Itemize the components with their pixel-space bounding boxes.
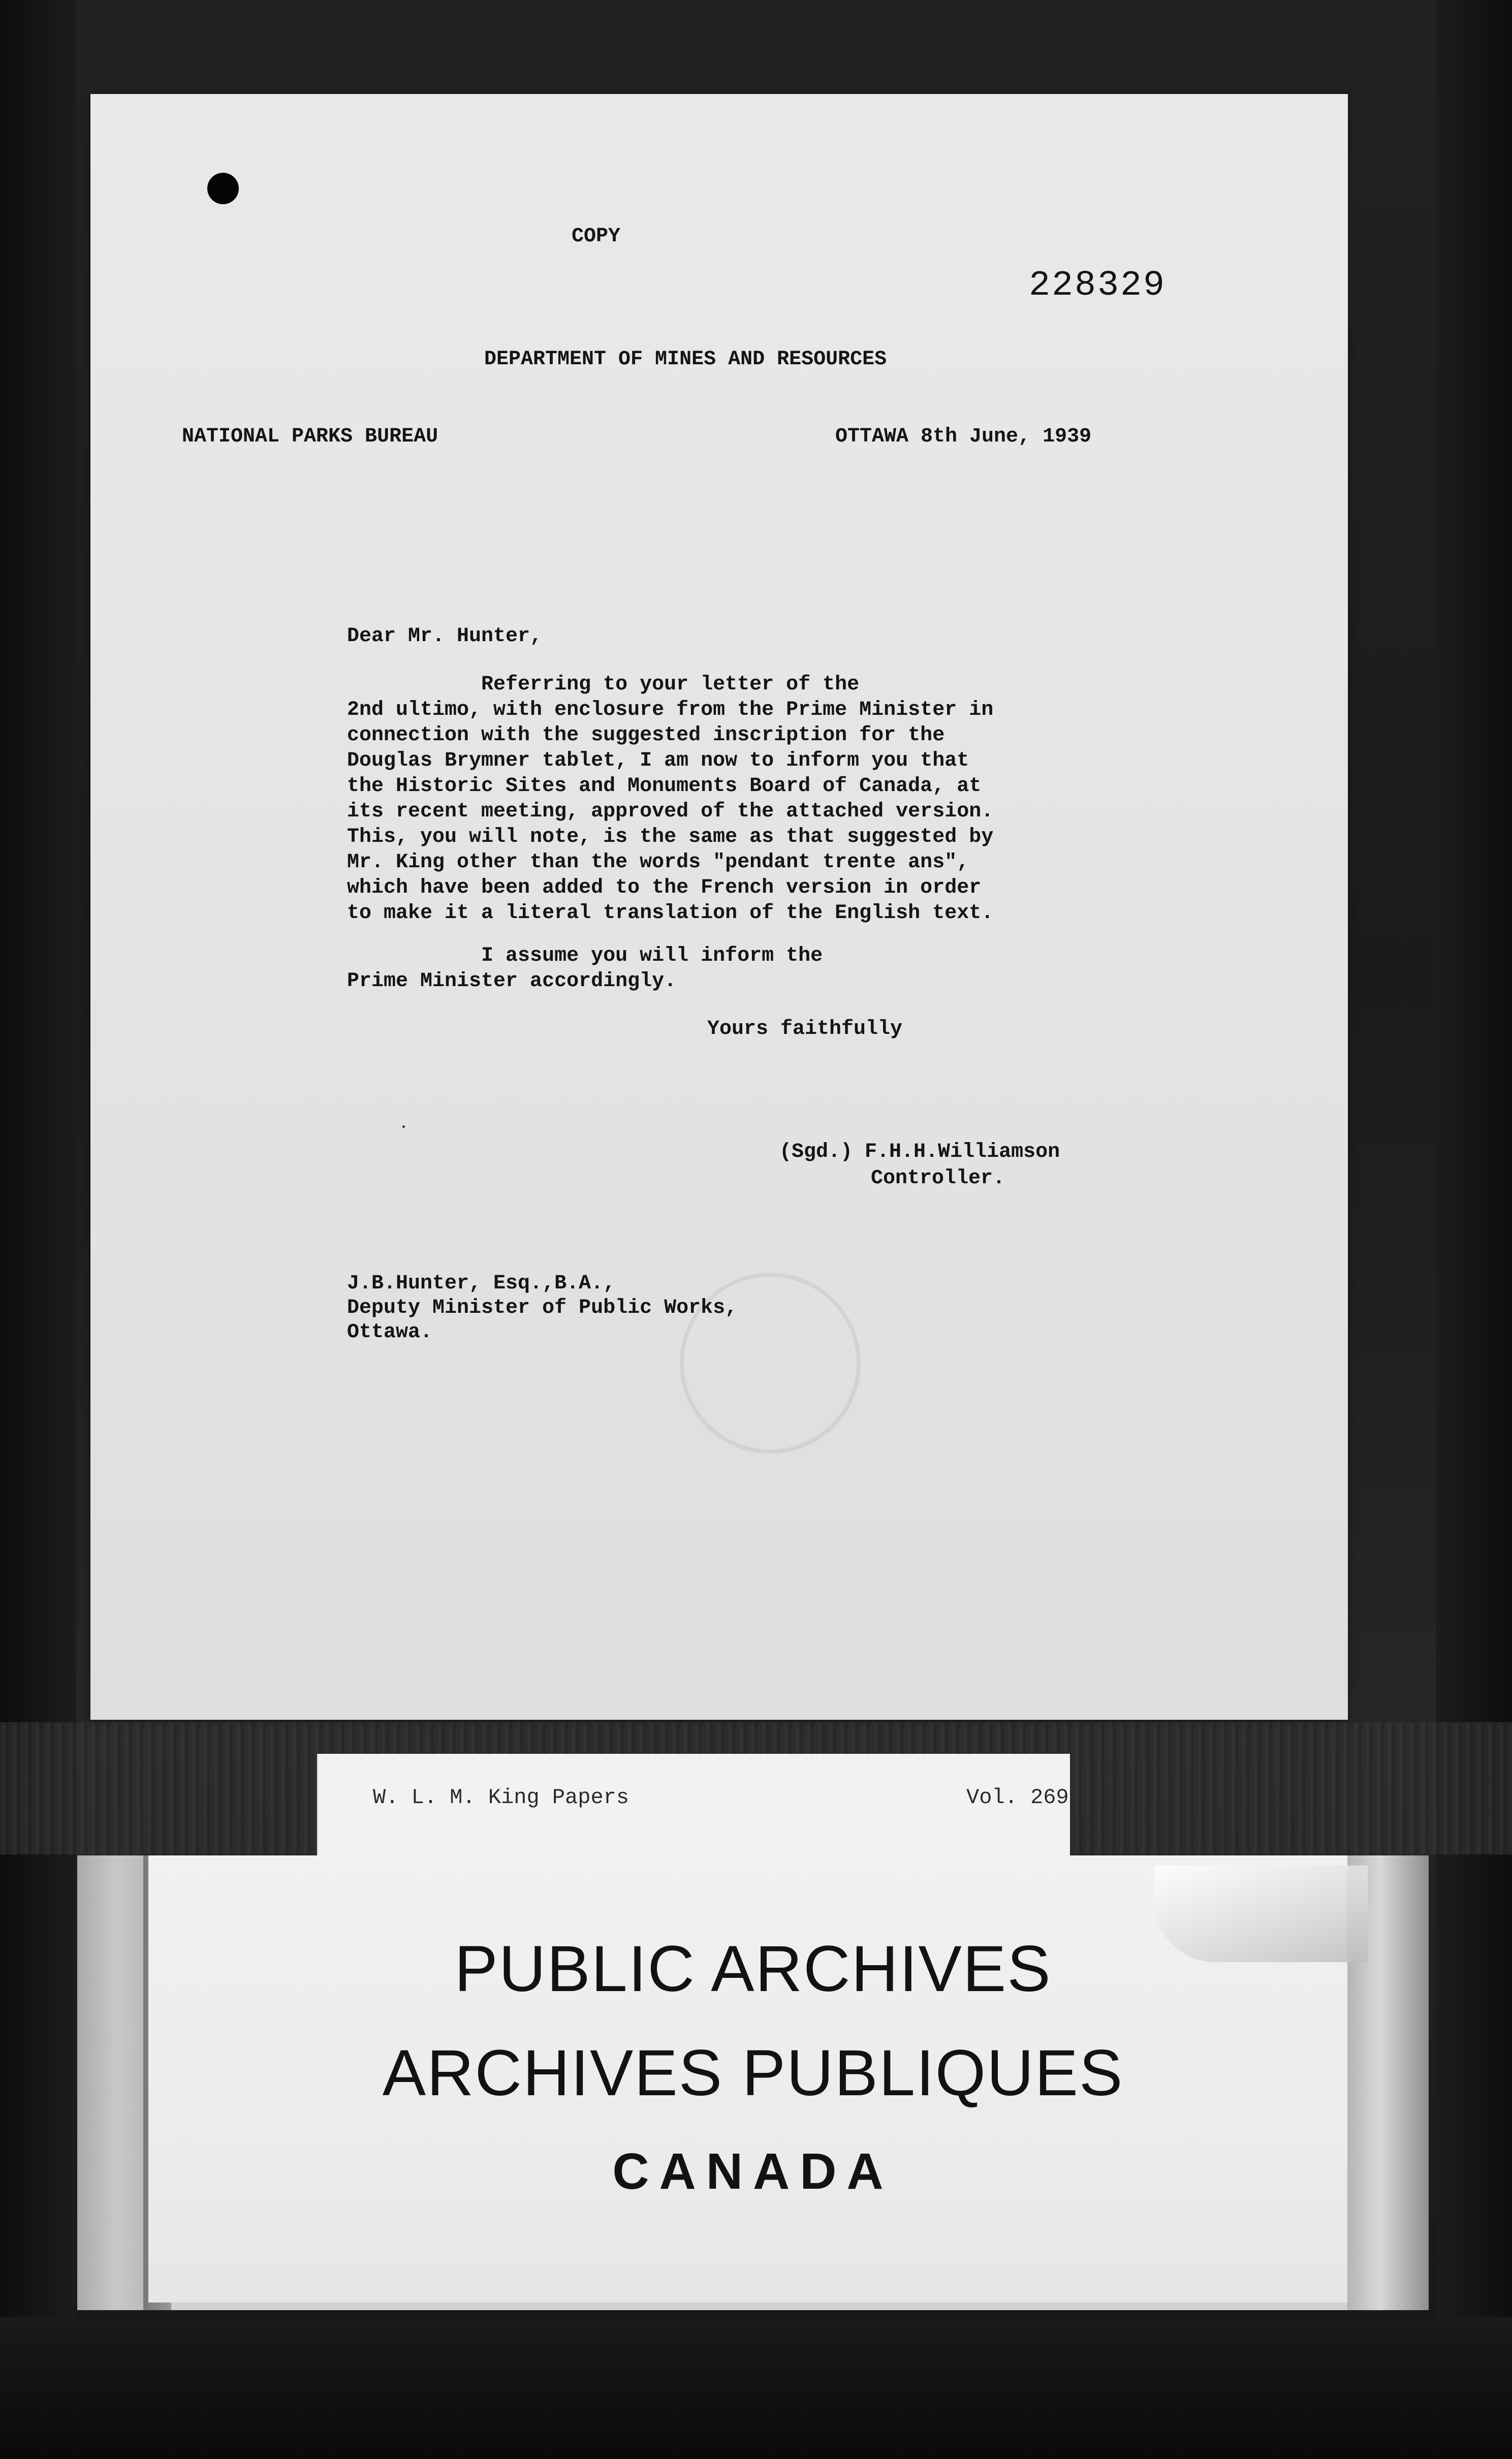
body-paragraph-2 — [347, 943, 823, 994]
signature: (Sgd.) F.H.H.Williamson — [779, 1141, 1060, 1163]
film-edge-right — [1436, 0, 1512, 2459]
body-line: Prime Minister accordingly. — [347, 970, 677, 993]
letter-page — [90, 94, 1348, 1720]
body-line: Douglas Brymner tablet, I am now to inform you that — [347, 749, 969, 772]
copy-mark: COPY — [572, 225, 621, 248]
address-line: Ottawa. — [347, 1321, 433, 1344]
address-line: Deputy Minister of Public Works, — [347, 1297, 738, 1319]
signatory-title: Controller. — [871, 1167, 1005, 1190]
film-edge-left — [0, 0, 76, 2459]
body-line: This, you will note, is the same as that suggested by — [347, 826, 994, 848]
salutation: Dear Mr. Hunter, — [347, 625, 543, 648]
body-line: connection with the suggested inscription for the — [347, 724, 945, 747]
body-line: Mr. King other than the words "pendant trente ans", — [347, 851, 969, 874]
bureau-heading: NATIONAL PARKS BUREAU — [182, 425, 438, 448]
volume-number: Vol. 269 — [966, 1785, 1069, 1810]
closing: Yours faithfully — [707, 1018, 903, 1041]
body-line: Referring to your letter of the — [347, 673, 860, 696]
film-bottom-edge — [0, 2317, 1512, 2459]
body-line: its recent meeting, approved of the attached version. — [347, 800, 994, 823]
dateline: OTTAWA 8th June, 1939 — [835, 425, 1092, 448]
body-paragraph-1 — [347, 672, 993, 926]
archive-title-english: PUBLIC ARCHIVES — [454, 1933, 1052, 2005]
recipient-address — [347, 1272, 737, 1345]
body-line: the Historic Sites and Monuments Board of Canada, at — [347, 775, 982, 798]
punch-hole — [207, 173, 239, 204]
address-line: J.B.Hunter, Esq.,B.A., — [347, 1272, 616, 1295]
body-line: 2nd ultimo, with enclosure from the Prime Minister in — [347, 699, 994, 721]
reel-label — [317, 1754, 1070, 1863]
stray-ink-dot — [402, 1125, 405, 1128]
archive-title-french: ARCHIVES PUBLIQUES — [382, 2037, 1124, 2109]
collection-name: W. L. M. King Papers — [373, 1785, 629, 1810]
body-line: I assume you will inform the — [347, 944, 823, 967]
file-number: 228329 — [1029, 266, 1167, 306]
body-line: to make it a literal translation of the English text. — [347, 902, 994, 925]
archive-country: CANADA — [612, 2143, 894, 2200]
archive-card — [77, 1855, 1429, 2310]
body-line: which have been added to the French version in order — [347, 876, 982, 899]
department-heading: DEPARTMENT OF MINES AND RESOURCES — [484, 348, 887, 371]
